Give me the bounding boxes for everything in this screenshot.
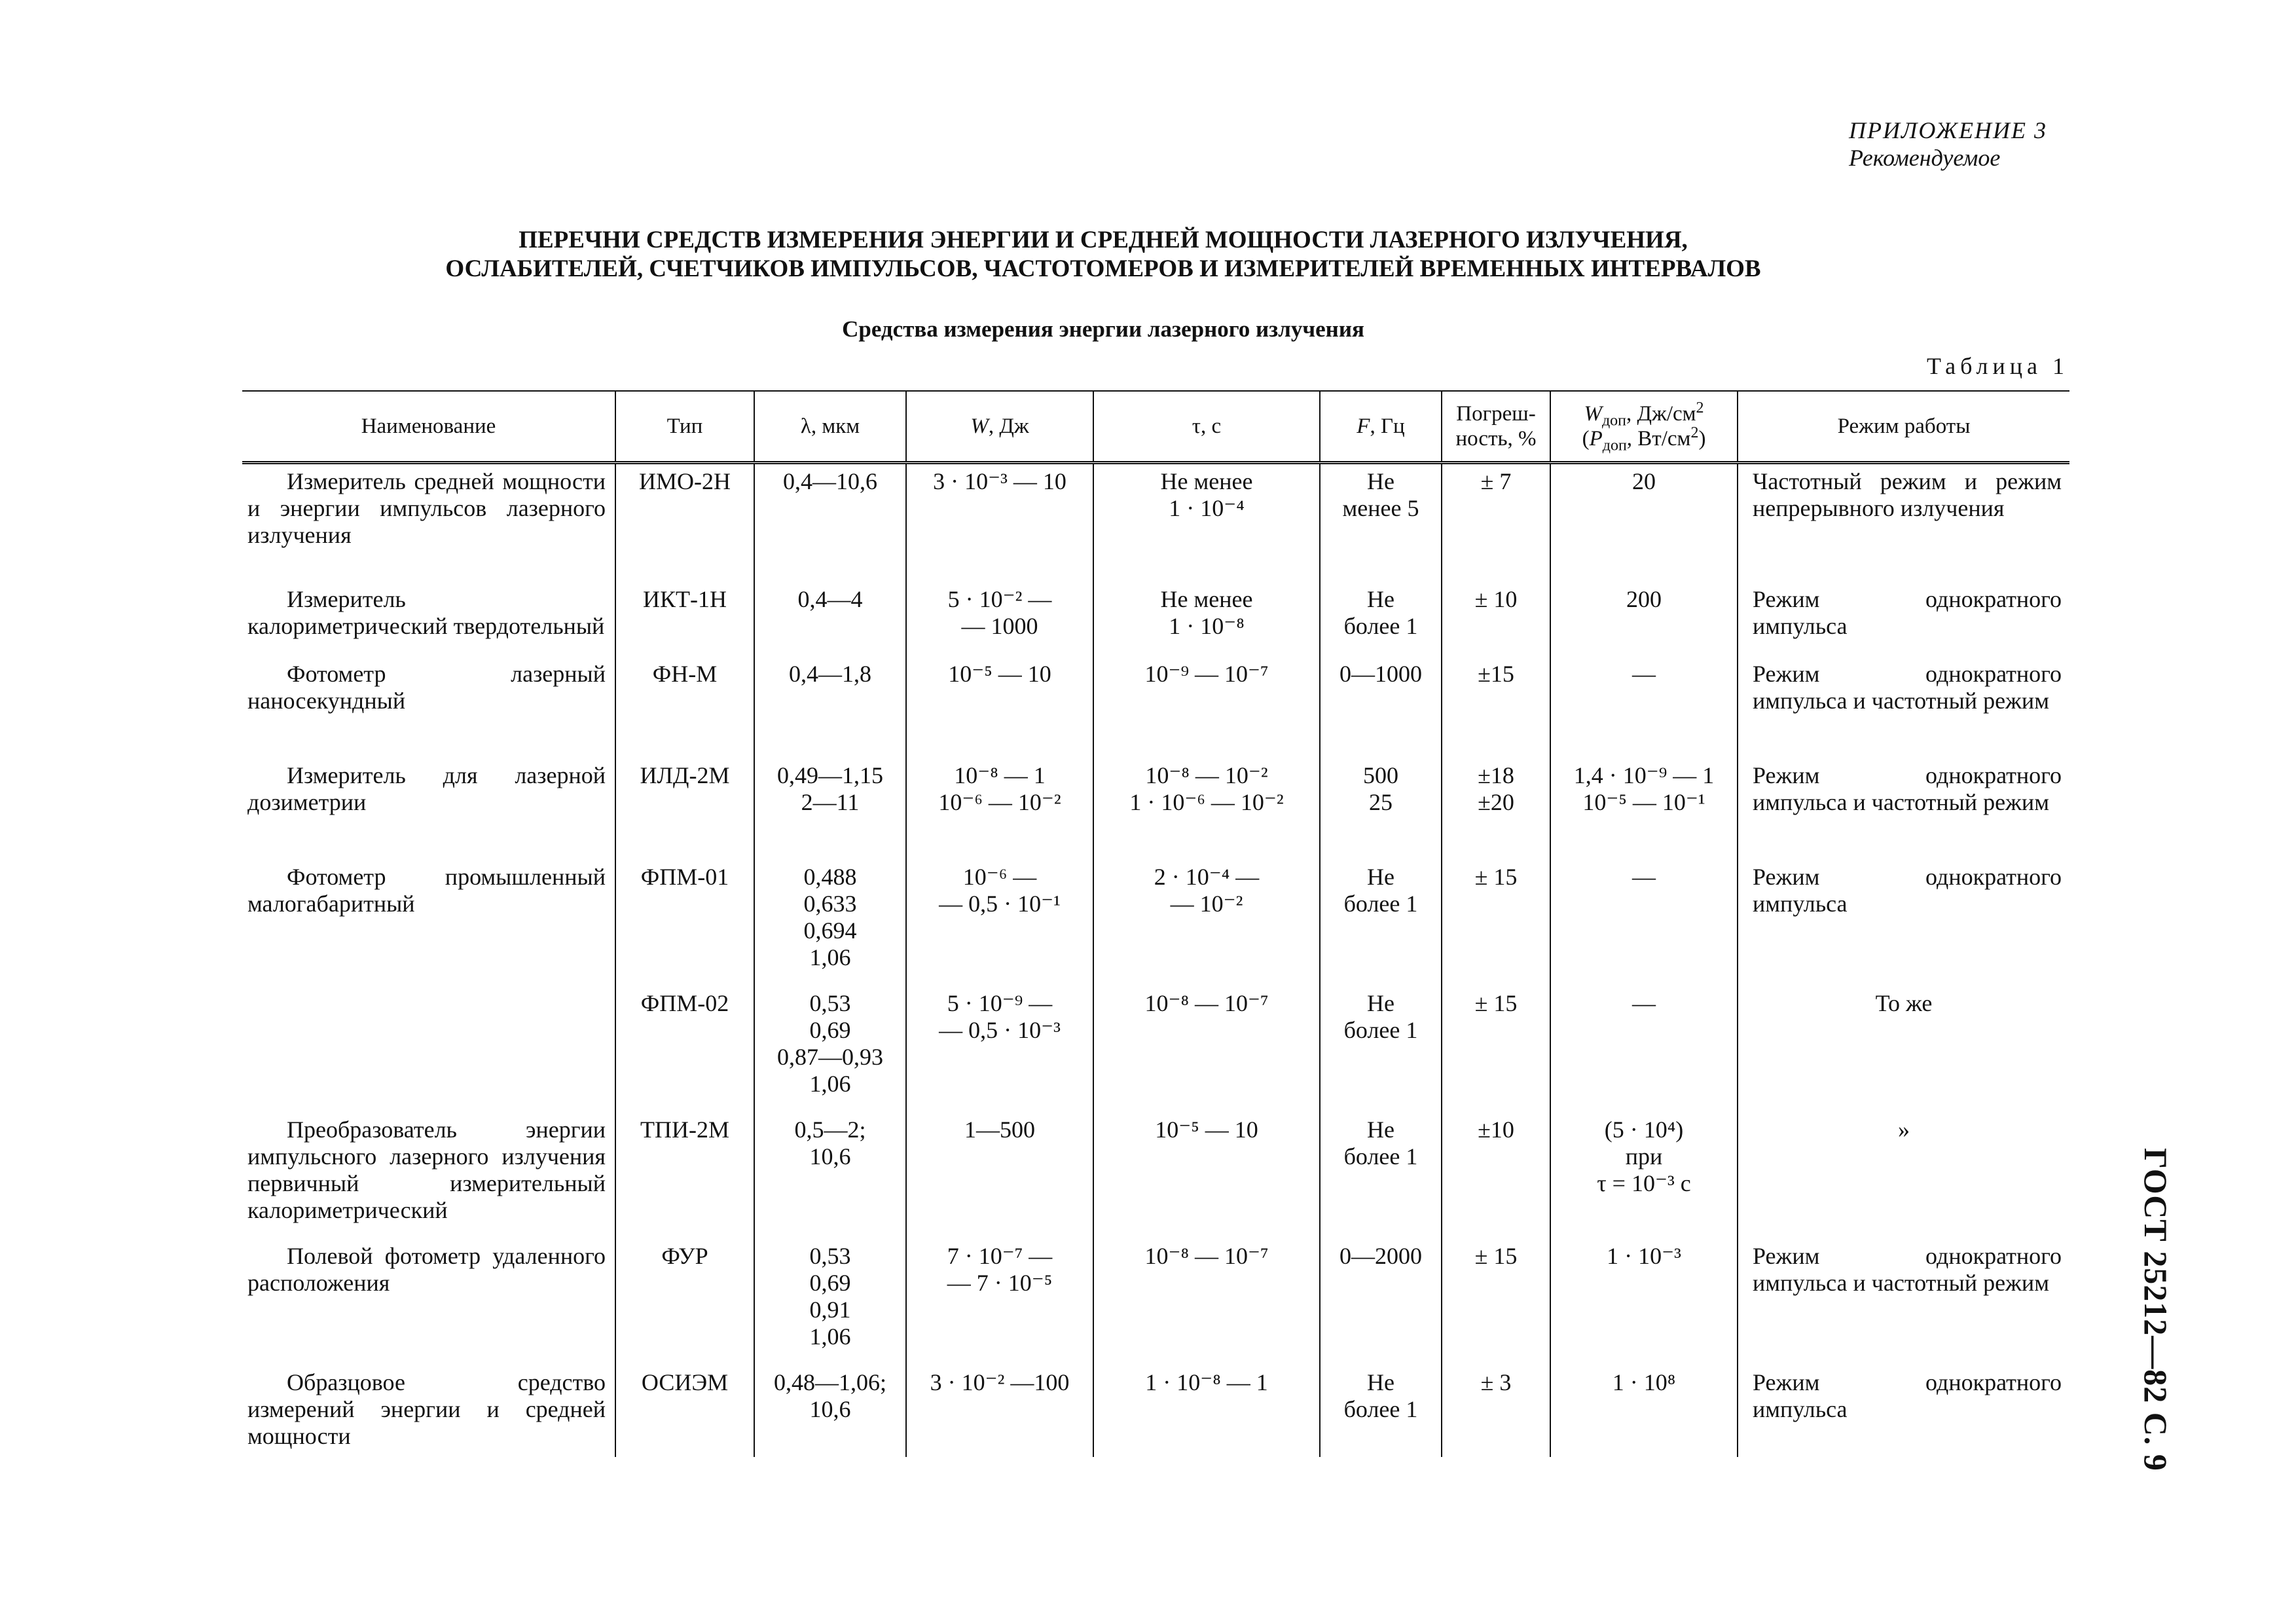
cell-wdop-text: 20: [1632, 468, 1656, 494]
cell-error-text: ± 10: [1474, 585, 1518, 612]
cell-energy: [906, 860, 1093, 986]
cell-lambda-text: 0,48—1,06; 10,6: [773, 1369, 886, 1422]
cell-mode: [1738, 860, 2069, 986]
cell-name-text: Измеритель для лазерной дозиметрии: [247, 762, 606, 815]
cell-energy: [906, 657, 1093, 758]
instruments-table: [242, 390, 2069, 1457]
cell-mode: [1738, 1113, 2069, 1239]
cell-type: [615, 657, 754, 758]
cell-type: [615, 1365, 754, 1457]
cell-mode: [1738, 657, 2069, 758]
cell-error: [1442, 1239, 1550, 1365]
cell-name: [242, 463, 615, 582]
cell-name-text: Преобразователь энергии импульсного лазерного излучения первичный измерительный калориметрический: [247, 1116, 606, 1223]
table-row: [242, 582, 2069, 657]
cell-frequency: [1320, 463, 1442, 582]
cell-lambda-text: 0,5—2; 10,6: [794, 1116, 866, 1170]
cell-frequency: [1320, 657, 1442, 758]
cell-error: [1442, 463, 1550, 582]
cell-wdop: [1550, 986, 1738, 1113]
header-wdop: $W_{доп}$, $Дж/см^2$ ($P_{доп}$, $Вт/см^2$): [1550, 391, 1738, 463]
table-body: [242, 463, 2069, 1457]
header-type: Тип: [615, 391, 754, 463]
cell-energy: [906, 582, 1093, 657]
cell-wdop-text: (5 · 10⁴) при τ = 10⁻³ с: [1597, 1116, 1691, 1196]
table-row: [242, 860, 2069, 986]
cell-mode-text: Режим однократного импульса и частотный режим: [1753, 1242, 2062, 1296]
cell-mode-text: Режим однократного импульса и частотный режим: [1753, 660, 2062, 714]
cell-error: [1442, 860, 1550, 986]
cell-name-text: Образцовое средство измерений энергии и средней мощности: [247, 1369, 606, 1449]
cell-error-text: ± 15: [1474, 863, 1518, 890]
cell-wdop-text: —: [1632, 863, 1656, 890]
cell-energy: [906, 463, 1093, 582]
cell-energy-text: 10⁻⁸ — 1 10⁻⁶ — 10⁻²: [938, 762, 1061, 815]
table-row: [242, 657, 2069, 758]
cell-wdop: [1550, 463, 1738, 582]
cell-type: [615, 860, 754, 986]
cell-tau-text: 10⁻⁸ — 10⁻⁷: [1144, 1242, 1269, 1269]
cell-name-text: Измеритель средней мощности и энергии импульсов лазерного излучения: [247, 468, 606, 548]
title-line-2: ОСЛАБИТЕЛЕЙ, СЧЕТЧИКОВ ИМПУЛЬСОВ, ЧАСТОТОМЕРОВ И ИЗМЕРИТЕЛЕЙ ВРЕМЕННЫХ ИНТЕРВАЛОВ: [445, 255, 1761, 282]
cell-name: [242, 582, 615, 657]
cell-type: [615, 463, 754, 582]
cell-error: [1442, 986, 1550, 1113]
cell-type-text: ФПМ-02: [640, 989, 729, 1016]
cell-type-text: ФН-М: [652, 660, 718, 687]
cell-lambda-text: 0,4—4: [797, 585, 863, 612]
cell-mode-text: Режим однократного импульса и частотный режим: [1753, 762, 2062, 815]
cell-tau: [1093, 1239, 1320, 1365]
cell-type-text: ИМО-2Н: [639, 468, 731, 494]
cell-error-text: ± 15: [1474, 989, 1518, 1016]
cell-frequency-text: Не более 1: [1343, 1116, 1418, 1170]
cell-wdop: [1550, 1113, 1738, 1239]
cell-name-text: Измеритель калориметрический твердотельный: [247, 585, 605, 639]
cell-lambda-text: 0,49—1,15 2—11: [777, 762, 883, 815]
cell-mode: [1738, 1365, 2069, 1457]
cell-wdop-text: 1 · 10⁸: [1612, 1369, 1676, 1395]
cell-lambda: [754, 1113, 906, 1239]
cell-name: [242, 1239, 615, 1365]
header-energy: W, Дж: [906, 391, 1093, 463]
header-frequency: F, Гц: [1320, 391, 1442, 463]
cell-wdop-text: —: [1632, 989, 1656, 1016]
cell-error: [1442, 582, 1550, 657]
cell-type: [615, 1239, 754, 1365]
cell-name: [242, 986, 615, 1113]
cell-energy: [906, 986, 1093, 1113]
cell-type-text: ОСИЭМ: [641, 1369, 729, 1395]
table-number: Таблица 1: [1927, 353, 2069, 379]
cell-type: [615, 986, 754, 1113]
cell-lambda: [754, 1239, 906, 1365]
cell-tau: [1093, 582, 1320, 657]
cell-tau: [1093, 860, 1320, 986]
cell-error: [1442, 657, 1550, 758]
cell-name: [242, 1365, 615, 1457]
table-row: [242, 758, 2069, 860]
cell-tau-text: 10⁻⁸ — 10⁻² 1 · 10⁻⁶ — 10⁻²: [1129, 762, 1284, 815]
cell-wdop: [1550, 657, 1738, 758]
cell-name: [242, 758, 615, 860]
cell-mode-text: »: [1898, 1116, 1910, 1143]
appendix-number: ПРИЛОЖЕНИЕ 3: [1849, 117, 2047, 143]
cell-mode-text: Режим однократного импульса: [1753, 585, 2062, 639]
cell-mode-text: Режим однократного импульса: [1753, 1369, 2062, 1422]
cell-energy: [906, 758, 1093, 860]
cell-wdop: [1550, 582, 1738, 657]
cell-lambda-text: 0,53 0,69 0,87—0,93 1,06: [777, 989, 883, 1097]
cell-type-text: ИКТ-1Н: [643, 585, 727, 612]
cell-frequency-text: 0—1000: [1339, 660, 1422, 687]
table-header-row: [242, 391, 2069, 463]
cell-lambda: [754, 1365, 906, 1457]
cell-name-text: Полевой фотометр удаленного расположения: [247, 1242, 606, 1296]
cell-name: [242, 1113, 615, 1239]
cell-error: [1442, 1113, 1550, 1239]
cell-wdop: [1550, 1239, 1738, 1365]
cell-tau-text: 2 · 10⁻⁴ — — 10⁻²: [1154, 863, 1260, 917]
cell-tau: [1093, 657, 1320, 758]
cell-name-text: Фотометр лазерный наносекундный: [247, 660, 606, 714]
cell-mode: [1738, 582, 2069, 657]
cell-frequency-text: Не более 1: [1343, 1369, 1418, 1422]
cell-frequency: [1320, 986, 1442, 1113]
cell-tau-text: 1 · 10⁻⁸ — 1: [1145, 1369, 1268, 1395]
cell-lambda: [754, 657, 906, 758]
page-title: [236, 226, 1971, 284]
cell-error: [1442, 1365, 1550, 1457]
cell-energy-text: 1—500: [964, 1116, 1035, 1143]
cell-mode-text: Частотный режим и режим непрерывного излучения: [1753, 468, 2062, 521]
cell-frequency: [1320, 582, 1442, 657]
cell-frequency: [1320, 1239, 1442, 1365]
header-error: Погреш- ность, %: [1442, 391, 1550, 463]
cell-wdop-text: —: [1632, 660, 1656, 687]
cell-lambda: [754, 582, 906, 657]
cell-frequency-text: Не более 1: [1343, 585, 1418, 639]
cell-frequency-text: 0—2000: [1339, 1242, 1422, 1269]
cell-energy-text: 7 · 10⁻⁷ — — 7 · 10⁻⁵: [947, 1242, 1053, 1296]
cell-error-text: ± 7: [1480, 468, 1512, 494]
cell-tau: [1093, 1113, 1320, 1239]
table-row: [242, 1113, 2069, 1239]
appendix-label: [1849, 117, 2047, 172]
cell-tau-text: Не менее 1 · 10⁻⁸: [1160, 585, 1253, 639]
table-subtitle: Средства измерения энергии лазерного излучения: [842, 316, 1364, 342]
cell-wdop-text: 200: [1626, 585, 1662, 612]
cell-energy-text: 10⁻⁵ — 10: [948, 660, 1051, 687]
cell-lambda: [754, 860, 906, 986]
cell-energy: [906, 1239, 1093, 1365]
table-row: [242, 1365, 2069, 1457]
cell-energy: [906, 1365, 1093, 1457]
cell-lambda: [754, 758, 906, 860]
cell-energy: [906, 1113, 1093, 1239]
cell-frequency: [1320, 1113, 1442, 1239]
cell-tau-text: 10⁻⁸ — 10⁻⁷: [1144, 989, 1269, 1016]
cell-tau: [1093, 463, 1320, 582]
cell-mode: [1738, 758, 2069, 860]
cell-lambda-text: 0,4—10,6: [783, 468, 877, 494]
cell-type-text: ТПИ-2М: [640, 1116, 729, 1143]
cell-mode: [1738, 986, 2069, 1113]
cell-error-text: ± 3: [1480, 1369, 1512, 1395]
cell-error-text: ±15: [1478, 660, 1514, 687]
cell-lambda: [754, 463, 906, 582]
table-row: [242, 1239, 2069, 1365]
cell-wdop: [1550, 758, 1738, 860]
cell-mode: [1738, 1239, 2069, 1365]
cell-energy-text: 5 · 10⁻⁹ — — 0,5 · 10⁻³: [939, 989, 1061, 1043]
cell-frequency: [1320, 758, 1442, 860]
cell-type-text: ФПМ-01: [640, 863, 729, 890]
cell-energy-text: 3 · 10⁻³ — 10: [933, 468, 1066, 494]
cell-wdop: [1550, 860, 1738, 986]
side-standard-label: [2113, 1126, 2198, 1493]
cell-energy-text: 10⁻⁶ — — 0,5 · 10⁻¹: [939, 863, 1061, 917]
cell-error-text: ±18 ±20: [1478, 762, 1514, 815]
cell-tau-text: 10⁻⁹ — 10⁻⁷: [1144, 660, 1269, 687]
cell-wdop-text: 1,4 · 10⁻⁹ — 1 10⁻⁵ — 10⁻¹: [1573, 762, 1715, 815]
cell-mode-text: Режим однократного импульса: [1753, 863, 2062, 917]
cell-energy-text: 5 · 10⁻² — — 1000: [947, 585, 1052, 639]
cell-error-text: ±10: [1478, 1116, 1514, 1143]
cell-frequency: [1320, 860, 1442, 986]
cell-lambda: [754, 986, 906, 1113]
cell-tau: [1093, 758, 1320, 860]
cell-type: [615, 758, 754, 860]
cell-tau: [1093, 1365, 1320, 1457]
cell-tau-text: Не менее 1 · 10⁻⁴: [1160, 468, 1253, 521]
table-row: [242, 986, 2069, 1113]
title-line-1: ПЕРЕЧНИ СРЕДСТВ ИЗМЕРЕНИЯ ЭНЕРГИИ И СРЕДНЕЙ МОЩНОСТИ ЛАЗЕРНОГО ИЗЛУЧЕНИЯ,: [519, 227, 1688, 253]
cell-frequency-text: Не менее 5: [1342, 468, 1419, 521]
cell-frequency-text: Не более 1: [1343, 989, 1418, 1043]
cell-energy-text: 3 · 10⁻² —100: [930, 1369, 1070, 1395]
cell-frequency: [1320, 1365, 1442, 1457]
cell-mode-text: То же: [1875, 989, 1933, 1016]
cell-type: [615, 582, 754, 657]
cell-lambda-text: 0,4—1,8: [789, 660, 871, 687]
header-lambda: λ, мкм: [754, 391, 906, 463]
appendix-status: Рекомендуемое: [1849, 145, 2001, 171]
cell-name: [242, 860, 615, 986]
cell-wdop-text: 1 · 10⁻³: [1607, 1242, 1681, 1269]
header-mode: Режим работы: [1738, 391, 2069, 463]
cell-frequency-text: 500 25: [1363, 762, 1398, 815]
cell-type: [615, 1113, 754, 1239]
cell-name: [242, 657, 615, 758]
cell-lambda-text: 0,488 0,633 0,694 1,06: [803, 863, 857, 970]
cell-type-text: ФУР: [661, 1242, 708, 1269]
header-name: Наименование: [242, 391, 615, 463]
cell-wdop: [1550, 1365, 1738, 1457]
cell-tau: [1093, 986, 1320, 1113]
cell-error-text: ± 15: [1474, 1242, 1518, 1269]
table-row: [242, 463, 2069, 582]
cell-tau-text: 10⁻⁵ — 10: [1155, 1116, 1258, 1143]
cell-error: [1442, 758, 1550, 860]
side-standard-text: ГОСТ 25212—82 С. 9: [2138, 1148, 2175, 1471]
cell-frequency-text: Не более 1: [1343, 863, 1418, 917]
cell-type-text: ИЛД-2М: [640, 762, 730, 788]
cell-mode: [1738, 463, 2069, 582]
header-tau: τ, с: [1093, 391, 1320, 463]
cell-lambda-text: 0,53 0,69 0,91 1,06: [809, 1242, 851, 1350]
cell-name-text: Фотометр промышленный малогабаритный: [247, 863, 606, 917]
